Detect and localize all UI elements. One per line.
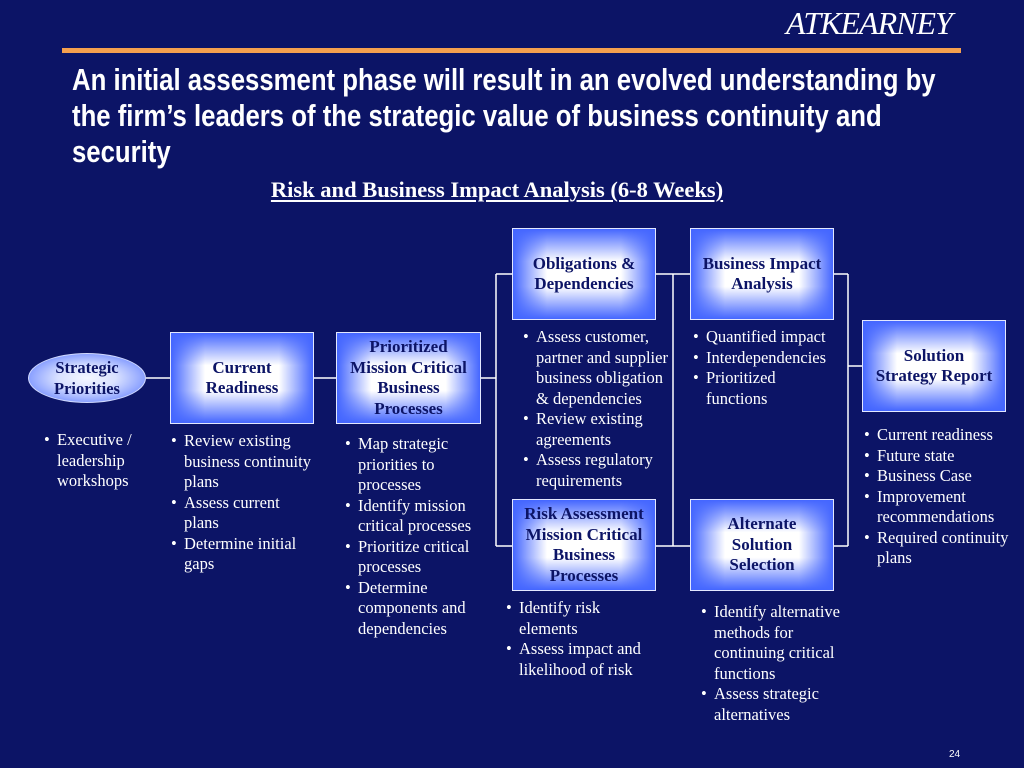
node-label: Strategic Priorities (54, 358, 120, 398)
node-prioritized-processes (336, 332, 481, 424)
bullet-item: • Map strategic priorities to processes (345, 434, 483, 496)
bullet-list-current-readiness (171, 431, 315, 575)
bullet-list-solution-strategy-report (864, 425, 1017, 569)
bullet-item: • Executive / leadership workshops (44, 430, 162, 492)
bullet-item: • Future state (864, 446, 1017, 467)
bullet-list-risk-assessment (506, 598, 649, 680)
node-solution-strategy-report (862, 320, 1006, 412)
bullet-item: • Assess current plans (171, 493, 315, 534)
bullet-item: • Improvement recommendations (864, 487, 1017, 528)
node-label: Risk Assessment Mission Critical Business Processes (524, 504, 644, 585)
bullet-item: • Determine initial gaps (171, 534, 315, 575)
node-risk-assessment (512, 499, 656, 591)
node-label: Solution Strategy Report (875, 345, 993, 385)
bullet-item: • Required continuity plans (864, 528, 1017, 569)
bullet-item: • Assess impact and likelihood of risk (506, 639, 649, 680)
diagram-subtitle: Risk and Business Impact Analysis (6-8 Weeks) (270, 177, 724, 202)
node-label: Prioritized Mission Critical Business Processes (350, 337, 467, 418)
bullet-item: • Identify alternative methods for continuing critical functions (701, 602, 849, 684)
bullet-item: • Interdependencies (693, 348, 832, 369)
node-label: Current Readiness (205, 357, 279, 397)
node-label: Alternate Solution Selection (727, 514, 797, 575)
bullet-item: • Identify risk elements (506, 598, 649, 639)
node-obligations-dependencies (512, 228, 656, 320)
node-label: Business Impact Analysis (702, 253, 822, 293)
bullet-item: • Assess strategic alternatives (701, 684, 849, 725)
bullet-list-alternate-solution-selection (701, 602, 849, 725)
bullet-item: • Current readiness (864, 425, 1017, 446)
node-alternate-solution-selection (690, 499, 834, 591)
node-strategic-priorities (28, 353, 146, 403)
bullet-list-business-impact-analysis (693, 327, 832, 409)
bullet-list-strategic-priorities (44, 430, 162, 492)
bullet-item: • Identify mission critical processes (345, 496, 483, 537)
page-number: 24 (949, 749, 961, 760)
bullet-list-prioritized-processes (345, 434, 483, 639)
page-title: An initial assessment phase will result in an evolved understanding by the firm’s leaders of the strategic value of business continuity and security (72, 62, 936, 169)
bullet-item: • Review existing business continuity plans (171, 431, 315, 493)
bullet-item: • Assess customer, partner and supplier business obligation & dependencies (523, 327, 673, 409)
bullet-item: • Review existing agreements (523, 409, 673, 450)
bullet-item: • Quantified impact (693, 327, 832, 348)
bullet-item: • Prioritize critical processes (345, 537, 483, 578)
bullet-list-obligations-dependencies (523, 327, 673, 491)
bullet-item: • Prioritized functions (693, 368, 832, 409)
bullet-item: • Determine components and dependencies (345, 578, 483, 640)
node-business-impact-analysis (690, 228, 834, 320)
bullet-item: • Assess regulatory requirements (523, 450, 673, 491)
node-current-readiness (170, 332, 314, 424)
company-logo: ATKEARNEY (786, 5, 952, 41)
node-label: Obligations & Dependencies (532, 253, 636, 293)
bullet-item: • Business Case (864, 466, 1017, 487)
